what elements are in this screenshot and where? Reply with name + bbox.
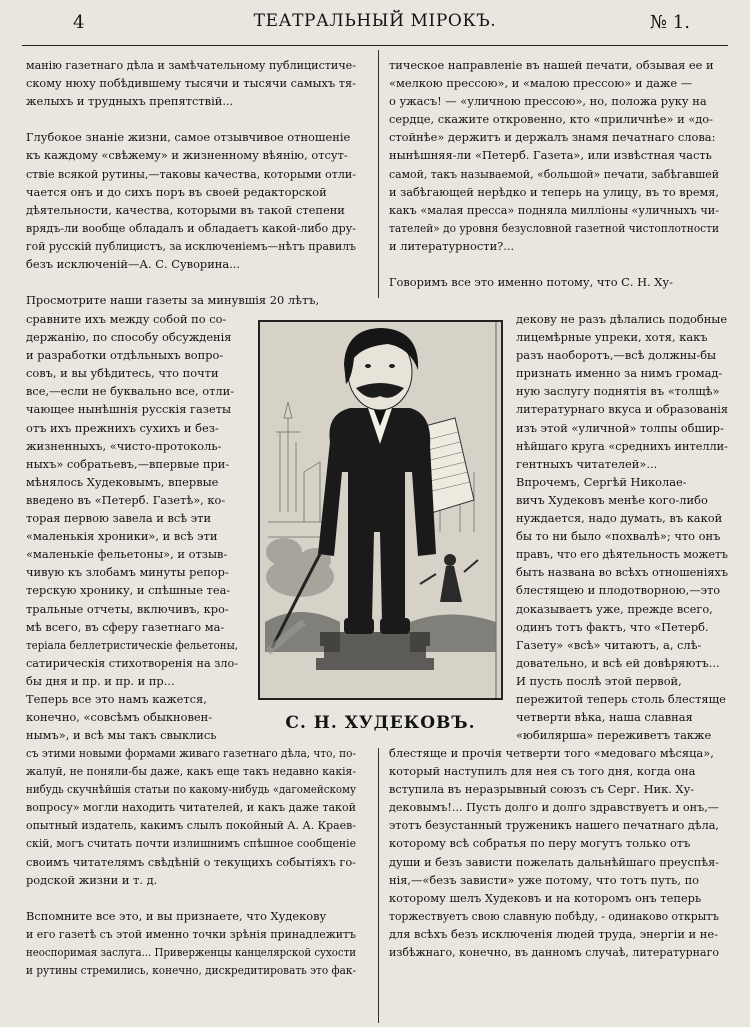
text-line: о ужасъ! — «уличною прессою», но, положа руку на — [389, 94, 707, 109]
text-line: гой русскій публицистъ, за исключеніемъ—нѣтъ правилъ — [26, 238, 356, 253]
text-line: разъ наоборотъ,—всѣ должны-бы — [516, 348, 717, 363]
caricature-drawing — [260, 322, 501, 698]
text-line: «мелкою прессою», и «малою прессою» и даже — — [389, 76, 693, 91]
text-line: самой, такъ называемой, «большой» печати, забѣгавшей — [389, 166, 719, 181]
text-line: нибудь скучнѣйшія статьи по какому-нибудь «дагомейскому — [26, 782, 356, 797]
text-line: ствіе всякой рутины,—таковы качества, которыми отли- — [26, 166, 356, 181]
text-line: Просмотрите наши газеты за минувшія 20 лѣтъ, — [26, 293, 320, 308]
text-line: ныхъ» собратьевъ,—впервые при- — [26, 456, 230, 471]
text-line: манію газетнаго дѣла и замѣчательному публицистиче- — [26, 58, 356, 72]
text-line: мѣнялось Худековымъ, впервые — [26, 474, 219, 489]
text-line: который наступилъ для нея съ того дня, когда она — [389, 764, 696, 779]
text-line: нія,—«безъ зависти» уже потому, что тотъ путь, по — [389, 872, 700, 887]
text-line: изъ этой «уличной» толпы обшир- — [516, 420, 724, 435]
text-line: конечно, «совсѣмъ обыкновен- — [26, 710, 213, 725]
text-line: и забѣгающей нерѣдко и теперь на улицу, въ то время, — [389, 184, 719, 199]
text-line: держанію, по способу обсужденія — [26, 330, 232, 345]
portrait-caption: С. Н. ХУДЕКОВЪ. — [285, 713, 476, 733]
text-line: скій, могъ считать почти излишнимъ спѣшное сообщеніе — [26, 836, 356, 851]
text-line: лицемѣрные упреки, хотя, какъ — [516, 330, 708, 345]
text-line — [26, 889, 356, 907]
text-line: совъ, и вы убѣдитесь, что почти — [26, 366, 219, 381]
text-line: къ каждому «свѣжему» и жизненному вѣянію, отсут- — [26, 148, 348, 163]
text-line: желыхъ и трудныхъ препятствій... — [26, 94, 234, 109]
text-line: Вспомните все это, и вы признаете, что Худекову — [26, 908, 327, 923]
text-line: ную заслугу поднятія въ «толщѣ» — [516, 384, 720, 399]
text-line — [26, 110, 356, 128]
text-block-left-middle — [26, 310, 238, 744]
text-line: правъ, что его дѣятельность можетъ — [516, 547, 728, 562]
text-line: сравните ихъ между собой по со- — [26, 312, 227, 326]
text-line: и разработки отдѣльныхъ вопро- — [26, 348, 224, 363]
text-line: какъ «малая пресса» подняла милліоны «уличныхъ чи- — [389, 202, 719, 217]
text-line: этотъ безустанный труженикъ нашего печатнаго дѣла, — [389, 818, 719, 833]
text-line: нуждается, надо думать, въ какой — [516, 511, 723, 526]
text-line: пережитой теперь столь блестяще — [516, 691, 726, 706]
text-line: которому шелъ Худековъ и на которомъ онъ теперь — [389, 890, 702, 905]
text-block-right-middle — [516, 310, 728, 744]
column-rule-top — [378, 50, 379, 298]
text-line: чается онъ и до сихъ поръ въ своей редакторской — [26, 184, 327, 199]
header-rule — [22, 45, 728, 46]
text-line: теріала беллетристическіе фельетоны, — [26, 637, 238, 652]
masthead-title: ТЕАТРАЛЬНЫЙ МІРОКЪ. — [253, 11, 497, 31]
text-line: безъ исключеній—А. С. Суворина... — [26, 257, 241, 272]
text-line: декову не разъ дѣлались подобные — [516, 312, 728, 326]
text-line: сатирическія стихотворенія на злo- — [26, 655, 238, 670]
text-block-left-bottom — [26, 744, 356, 979]
text-line: гентныхъ читателей»... — [516, 456, 658, 471]
text-line: скому нюху побѣдившему тысячи и тысячи самыхъ тя- — [26, 76, 356, 91]
text-line: нынѣшняя-ли «Петерб. Газета», или извѣстная часть — [389, 148, 712, 163]
text-line: которому всѣ собратья по перу могутъ только отъ — [389, 836, 691, 851]
text-line: тральные отчеты, включивъ, кро- — [26, 601, 229, 616]
text-line: «юбилярша» переживетъ также — [516, 728, 712, 743]
text-line: торжествуетъ свою славную побѣду, - одинаково открытъ — [389, 908, 719, 923]
text-line: четверти вѣка, наша славная — [516, 710, 693, 725]
portrait-illustration — [258, 320, 503, 700]
text-line: вступила въ неразрывный союзъ съ Серг. Ник. Ху- — [389, 782, 695, 797]
text-line: жизненныхъ, «чисто-протоколь- — [26, 438, 222, 453]
text-line: признать именно за нимъ громад- — [516, 366, 723, 381]
text-line: избѣжнаго, конечно, въ данномъ случаѣ, литературнаго — [389, 945, 719, 960]
text-line: дековымъ!... Пусть долго и долго здравствуетъ и онъ,— — [389, 800, 719, 815]
text-block-left-top — [26, 56, 356, 309]
text-line: дѣятельности, качества, которыми въ такой степени — [26, 202, 345, 217]
text-line: тическое направленіе въ нашей печати, обзывая ее и — [389, 58, 714, 72]
text-line: литературнаго вкуса и образованія — [516, 402, 728, 417]
text-line: Говоримъ все это именно потому, что С. Н. Ху- — [389, 275, 673, 290]
text-line: чающее нынѣшнія русскія газеты — [26, 402, 232, 417]
text-line: врядъ-ли вообще обладалъ и обладаетъ какой-либо дру- — [26, 220, 356, 235]
text-line: своимъ читателямъ свѣдѣній о текущихъ событіяхъ го- — [26, 854, 356, 869]
text-line: съ этими новыми формами живаго газетнаго дѣла, что, по- — [26, 746, 356, 760]
text-line: Теперь все это намъ кажется, — [26, 691, 207, 706]
text-line: сердце, скажите откровенно, кто «приличнѣе» и «до- — [389, 112, 714, 127]
text-line: нѣйшаго круга «среднихъ интелли- — [516, 438, 728, 453]
text-line: вопросу» могли находить читателей, и какъ даже такой — [26, 800, 356, 815]
text-line: неоспоримая заслуга... Приверженцы канцелярской сухости — [26, 945, 356, 960]
text-line: довательно, и всѣ ей довѣряютъ... — [516, 655, 720, 670]
column-rule-bottom — [378, 748, 379, 1023]
text-line — [389, 255, 719, 273]
text-line: мѣ всего, въ сферу газетнаго ма- — [26, 619, 225, 634]
text-line: блестяще и прочія четверти того «медоваго мѣсяца», — [389, 746, 714, 760]
text-block-right-top — [389, 56, 719, 291]
text-line: и рутины стремились, конечно, дискредитировать это фак- — [26, 963, 356, 978]
text-line: опытный издатель, какимъ слылъ покойный А. А. Краев- — [26, 818, 356, 833]
text-line: и его газетѣ съ этой именно точки зрѣнія принадлежитъ — [26, 926, 356, 941]
text-line: стойнѣе» держитъ и держалъ знамя печатнаго слова: — [389, 130, 716, 145]
text-line: души и безъ зависти пожелать дальнѣйшаго преуспѣя- — [389, 854, 719, 869]
text-line: быть названа во всѣхъ отношеніяхъ — [516, 565, 728, 580]
text-line: торая первою завела и всѣ эти — [26, 511, 212, 526]
text-line: вичъ Худековъ менѣе кого-либо — [516, 492, 708, 507]
issue-number: № 1. — [650, 12, 690, 33]
text-line: Впрочемъ, Сергѣй Николае- — [516, 474, 687, 489]
text-line: Глубокое знаніе жизни, самое отзывчивое отношеніе — [26, 130, 351, 145]
text-line — [26, 273, 356, 291]
text-line: для всѣхъ безъ исключенія людей труда, энергіи и не- — [389, 926, 718, 941]
text-line: И пусть послѣ этой первой, — [516, 673, 682, 688]
text-line: Газету» «всѣ» читаютъ, а, слѣ- — [516, 637, 702, 652]
text-line: терскую хронику, и спѣшные теа- — [26, 583, 231, 598]
text-line: чивую къ злобамъ минуты репор- — [26, 565, 229, 580]
text-line: жалуй, не поняли-бы даже, какъ еще такъ недавно какія- — [26, 764, 356, 779]
text-line: родской жизни и т. д. — [26, 872, 158, 887]
text-line: «маленькіе фельетоны», и отзыв- — [26, 547, 228, 562]
text-line: бы то ни было «похвалѣ»; что онъ — [516, 529, 721, 544]
text-line: блестящею и плодотворною,—это — [516, 583, 721, 598]
page-number: 4 — [73, 12, 85, 33]
text-line: введено въ «Петерб. Газетѣ», ко- — [26, 492, 226, 507]
text-line: отъ ихъ прежнихъ сухихъ и без- — [26, 420, 219, 435]
text-line: «маленькія хроники», и всѣ эти — [26, 529, 218, 544]
text-block-right-bottom — [389, 744, 719, 961]
text-line: все,—если не буквально все, отли- — [26, 384, 235, 399]
text-line: тателей» до уровня безусловной газетной чистоплотности — [389, 220, 719, 235]
text-line: одинъ тотъ фактъ, что «Петерб. — [516, 619, 709, 634]
text-line: и литературности?... — [389, 238, 515, 253]
text-line: доказываетъ уже, прежде всего, — [516, 601, 713, 616]
text-line: бы дня и пр. и пр. и пр... — [26, 673, 175, 688]
text-line: нымъ», и всѣ мы такъ свыклись — [26, 728, 217, 743]
